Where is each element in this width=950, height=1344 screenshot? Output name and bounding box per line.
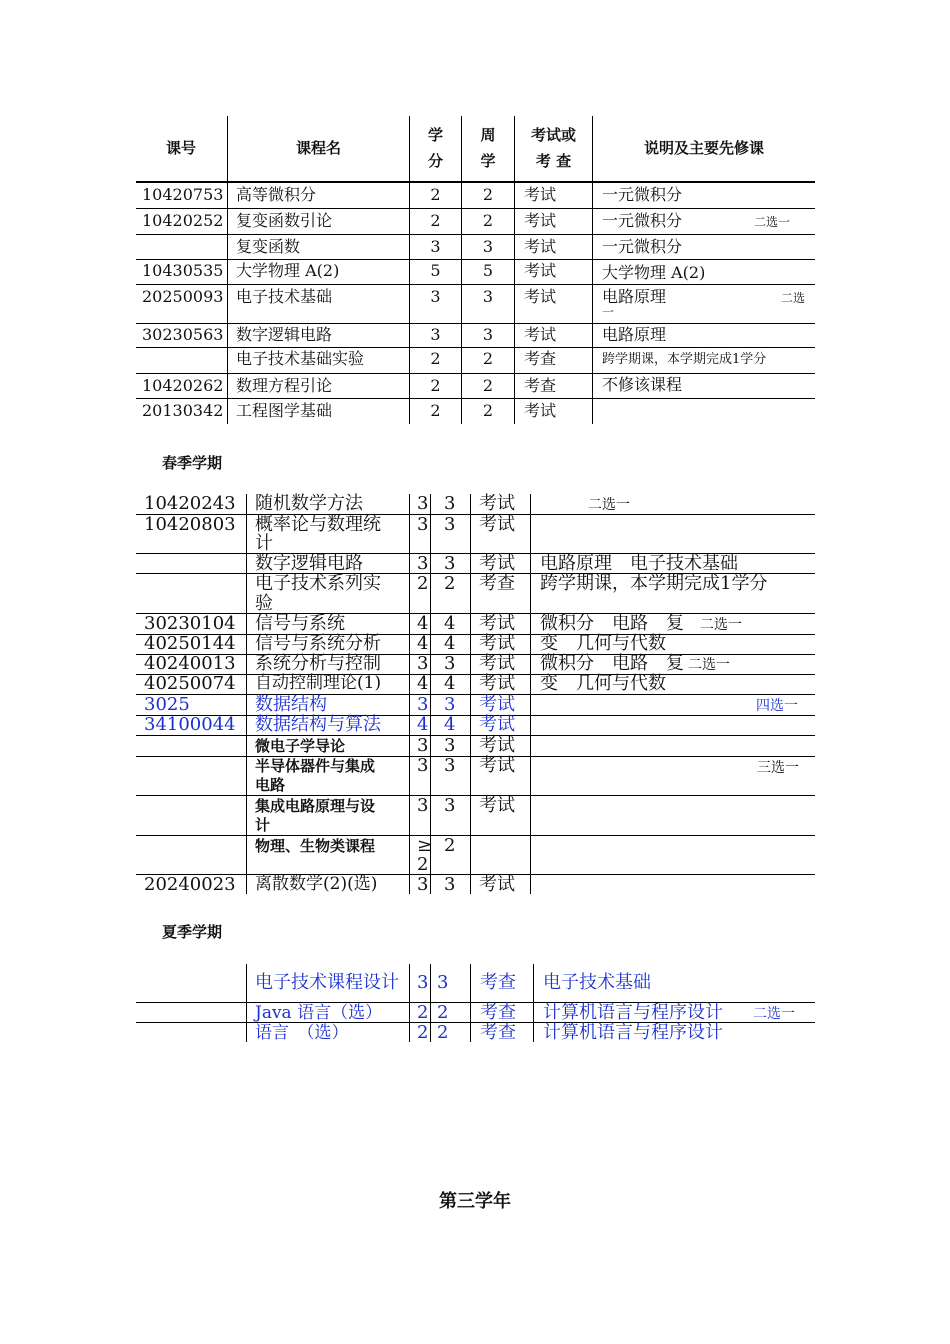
row-name: 电子技术基础实验 <box>236 349 365 368</box>
row-name: 集成电路原理与设 <box>255 797 376 815</box>
row-note: 计算机语言与程序设计 <box>543 1002 723 1023</box>
row-weekly: 4 <box>444 714 456 735</box>
row-weekly: 2 <box>437 1002 449 1023</box>
row-note: 电路原理 <box>602 325 667 344</box>
row-credit: 2 <box>430 211 441 230</box>
row-credit: 2 <box>417 1002 429 1023</box>
row-weekly: 2 <box>482 401 494 420</box>
header-weekly-2: 学 <box>480 152 496 170</box>
row-name: 高等微积分 <box>236 185 317 204</box>
row-credit: 3 <box>417 694 429 715</box>
row-tag-cont: 一 <box>602 305 615 319</box>
row-code: 30230104 <box>144 613 236 634</box>
row-tag: 二选 <box>781 291 806 305</box>
row-name: 复变函数 <box>236 237 301 256</box>
row-weekly: 3 <box>444 694 456 715</box>
row-exam: 考试 <box>479 514 515 535</box>
row-exam: 考试 <box>479 795 515 816</box>
row-weekly: 3 <box>444 795 456 816</box>
row-credit: 4 <box>417 673 429 694</box>
row-name: 数据结构 <box>255 694 327 715</box>
row-note: 计算机语言与程序设计 <box>543 1022 723 1043</box>
row-weekly: 3 <box>482 287 494 306</box>
year-title: 第三学年 <box>439 1191 511 1212</box>
row-tag: 二选一 <box>753 1006 795 1022</box>
row-code: 10420252 <box>142 211 224 230</box>
row-code: 10420243 <box>144 493 236 514</box>
row-credit: 4 <box>417 613 429 634</box>
row-credit: 3 <box>430 237 441 256</box>
row-code: 3025 <box>144 694 190 715</box>
row-code: 20250093 <box>142 287 224 306</box>
row-weekly: 3 <box>482 237 494 256</box>
row-exam: 考试 <box>479 694 515 715</box>
row-name: 系统分析与控制 <box>255 653 381 674</box>
row-credit: ≥ <box>417 835 433 856</box>
row-note: 跨学期课，本学期完成1学分 <box>602 352 767 367</box>
row-code: 20130342 <box>142 401 224 420</box>
row-exam: 考试 <box>524 325 557 344</box>
row-code: 40250144 <box>144 633 236 654</box>
row-weekly: 3 <box>444 493 456 514</box>
row-note: 电路原理 <box>602 287 667 306</box>
row-name: 语言 （选） <box>255 1023 349 1043</box>
row-weekly: 2 <box>444 835 456 856</box>
row-tag: 四选一 <box>756 698 798 714</box>
row-credit: 3 <box>417 972 429 993</box>
row-exam: 考试 <box>479 633 515 654</box>
row-exam: 考查 <box>479 573 515 594</box>
row-weekly: 2 <box>482 349 494 368</box>
header-name: 课程名 <box>295 139 341 157</box>
row-tag: 二选一 <box>700 617 742 633</box>
row-credit: 3 <box>417 755 429 776</box>
section-title-summer: 夏季学期 <box>162 923 223 941</box>
row-weekly: 3 <box>444 874 456 895</box>
row-note: 微积分 电路 复 <box>540 653 684 674</box>
row-note: 变 几何与代数 <box>540 633 666 654</box>
row-credit: 4 <box>417 714 429 735</box>
row-name: 数字逻辑电路 <box>236 325 333 344</box>
row-credit: 3 <box>417 653 429 674</box>
row-exam: 考查 <box>480 1002 516 1023</box>
row-code: 10430535 <box>142 261 224 280</box>
row-tag: 三选一 <box>757 760 799 776</box>
row-weekly: 2 <box>444 573 456 594</box>
row-name: 电子技术基础 <box>236 287 333 306</box>
row-name: 电子技术课程设计 <box>255 972 399 993</box>
header-weekly: 周 <box>480 126 496 144</box>
row-weekly: 2 <box>482 185 494 204</box>
row-credit: 3 <box>417 795 429 816</box>
row-exam: 考试 <box>479 653 515 674</box>
row-exam: 考试 <box>479 553 515 574</box>
row-name: 随机数学方法 <box>255 493 363 514</box>
row-exam: 考试 <box>479 493 515 514</box>
row-weekly: 3 <box>437 972 449 993</box>
row-exam: 考试 <box>479 755 515 776</box>
row-exam: 考试 <box>524 185 557 204</box>
row-name-cont: 计 <box>255 533 273 554</box>
row-weekly: 3 <box>444 735 456 756</box>
row-name: 工程图学基础 <box>236 401 333 420</box>
row-weekly: 3 <box>482 325 494 344</box>
row-weekly: 2 <box>482 376 494 395</box>
row-name-cont: 计 <box>255 816 271 834</box>
row-exam: 考试 <box>479 874 515 895</box>
row-name: 信号与系统分析 <box>255 633 381 654</box>
row-note: 一元微积分 <box>602 185 683 204</box>
row-note: 一元微积分 <box>602 237 683 256</box>
row-name: 电子技术系列实 <box>255 573 381 594</box>
row-exam: 考查 <box>480 972 516 993</box>
row-credit: 3 <box>417 493 429 514</box>
row-exam: 考查 <box>480 1022 516 1043</box>
row-note: 电路原理 电子技术基础 <box>540 553 738 574</box>
row-name: 半导体器件与集成 <box>255 757 376 775</box>
header-exam: 考试或 <box>530 126 576 144</box>
row-credit: 5 <box>430 261 441 280</box>
row-name: 大学物理 A(2) <box>236 261 340 280</box>
header-code: 课号 <box>165 139 196 157</box>
row-weekly: 3 <box>444 514 456 535</box>
row-code: 10420803 <box>144 514 236 535</box>
row-code: 30230563 <box>142 325 224 344</box>
row-note: 不修该课程 <box>602 375 683 394</box>
row-name: Java 语言（选） <box>255 1003 383 1023</box>
row-name: 微电子学导论 <box>255 737 346 755</box>
row-weekly: 2 <box>482 211 494 230</box>
row-weekly: 4 <box>444 633 456 654</box>
row-credit: 2 <box>430 349 441 368</box>
row-exam: 考试 <box>479 714 515 735</box>
row-note: 一元微积分 <box>602 211 683 230</box>
row-exam: 考试 <box>479 613 515 634</box>
row-code: 10420262 <box>142 376 224 395</box>
row-name: 物理、生物类课程 <box>255 837 376 855</box>
row-exam: 考试 <box>479 735 515 756</box>
row-exam: 考试 <box>524 261 557 280</box>
row-credit: 2 <box>430 185 441 204</box>
section-title-spring: 春季学期 <box>162 454 223 472</box>
row-tag: 二选一 <box>754 215 791 229</box>
row-credit: 2 <box>417 573 429 594</box>
row-code: 10420753 <box>142 185 224 204</box>
row-weekly: 3 <box>444 553 456 574</box>
row-exam: 考试 <box>524 211 557 230</box>
row-code: 34100044 <box>144 714 236 735</box>
row-weekly: 4 <box>444 613 456 634</box>
row-credit: 3 <box>417 514 429 535</box>
row-code: 40240013 <box>144 653 236 674</box>
row-name: 数据结构与算法 <box>255 714 381 735</box>
row-credit: 3 <box>430 325 441 344</box>
row-exam: 考试 <box>479 673 515 694</box>
row-name: 数字逻辑电路 <box>255 553 363 574</box>
row-name-cont: 验 <box>255 593 273 614</box>
row-note: 电子技术基础 <box>543 972 651 993</box>
row-weekly: 3 <box>444 755 456 776</box>
row-weekly: 3 <box>444 653 456 674</box>
row-credit: 4 <box>417 633 429 654</box>
row-credit: 3 <box>417 553 429 574</box>
row-note: 大学物理 A(2) <box>602 263 706 282</box>
row-note: 微积分 电路 复 <box>540 613 684 634</box>
row-exam: 考查 <box>524 349 557 368</box>
row-note: 跨学期课，本学期完成1学分 <box>540 573 768 594</box>
row-credit-cont: 2 <box>417 854 429 875</box>
row-credit: 3 <box>430 287 441 306</box>
row-code: 40250074 <box>144 673 236 694</box>
row-name: 离散数学(2)(选) <box>255 874 378 894</box>
row-tag: 二选一 <box>588 497 630 513</box>
row-exam: 考查 <box>524 376 557 395</box>
row-weekly: 2 <box>437 1022 449 1043</box>
row-credit: 2 <box>430 401 441 420</box>
header-exam-2: 考 查 <box>535 152 572 170</box>
row-name: 复变函数引论 <box>236 211 333 230</box>
row-weekly: 5 <box>482 261 494 280</box>
row-name: 概率论与数理统 <box>255 514 381 535</box>
row-credit: 2 <box>430 376 441 395</box>
header-credit: 学 <box>427 126 443 144</box>
row-tag: 二选一 <box>688 657 730 673</box>
row-weekly: 4 <box>444 673 456 694</box>
row-name: 信号与系统 <box>255 613 345 634</box>
row-note: 变 几何与代数 <box>540 673 666 694</box>
row-credit: 3 <box>417 735 429 756</box>
row-credit: 2 <box>417 1022 429 1043</box>
row-exam: 考试 <box>524 287 557 306</box>
row-name: 自动控制理论(1) <box>255 673 382 693</box>
row-exam: 考试 <box>524 401 557 420</box>
row-exam: 考试 <box>524 237 557 256</box>
row-name: 数理方程引论 <box>236 376 333 395</box>
row-credit: 3 <box>417 874 429 895</box>
header-note: 说明及主要先修课 <box>643 139 764 157</box>
header-credit-2: 分 <box>427 152 443 170</box>
row-name-cont: 电路 <box>255 776 286 794</box>
row-code: 20240023 <box>144 874 236 895</box>
